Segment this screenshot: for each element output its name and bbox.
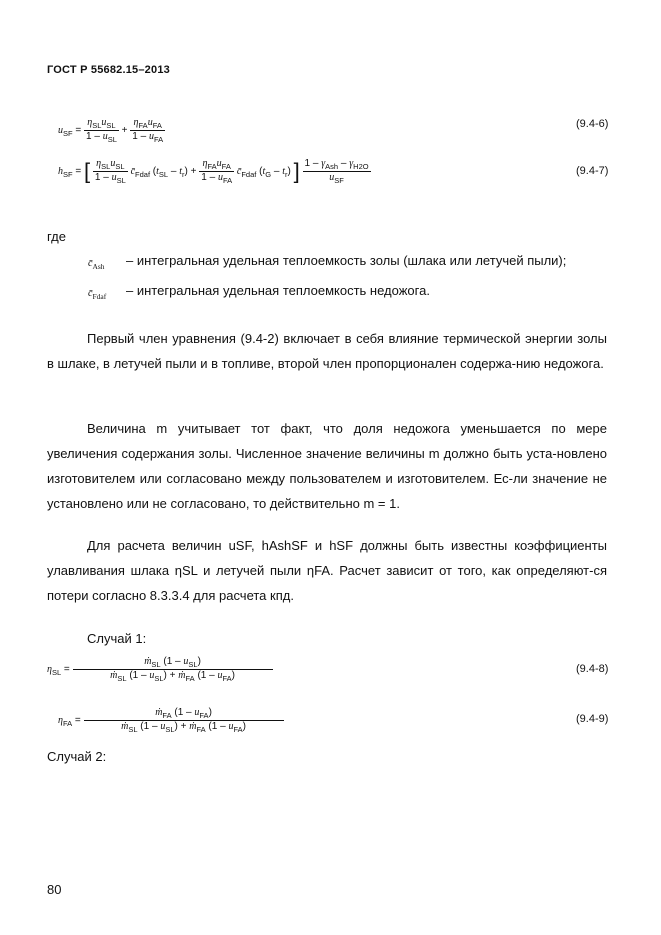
paragraph <box>47 533 607 608</box>
paragraph-text: Первый член уравнения (9.4-2) включает в себя влияние термической энергии золы в шлаке, в летучей пыли и в топливе, второй член пропорционален содержа-нию недожога. <box>47 331 607 371</box>
equation-9-4-6: $u_{SF}$ = $\frac{\eta_{SL}u_{SL}}{1 - u_{SL}}$ + $\frac{\eta_{FA}u_{FA}}{1 - u_{FA}}$ <box>58 117 164 144</box>
definition-text: – интегральная удельная теплоемкость золы (шлака или летучей пыли); <box>126 253 567 268</box>
equation-number: (9.4-9) <box>576 713 609 725</box>
definition-item: $c̄_{Ash}$ <box>88 258 105 271</box>
equation-9-4-9: $\eta_{FA}$ = $\frac{ṁ_{FA} (1 - u_{FA})}{ṁ_{SL} (1 - u_{SL}) + ṁ_{FA} (1 - u_{FA})}$ <box>58 707 284 734</box>
document-header: ГОСТ Р 55682.15–2013 <box>47 64 170 76</box>
equation-9-4-7: $h_{SF}$ = [ $\frac{\eta_{SL}u_{SL}}{1 - u_{SL}}$ $c̄_{Fdaf}$ $(t_{SL} - t_r)$ + $\frac{\eta_{FA}u_{FA}}{1 - u_{FA}}$ $c̄_{Fdaf}$ $(t_G - t_r)$ ] $\frac{1 - \gamma_{Ash} - \gamma_{H2O}}{u_{SF}}$ <box>58 158 369 185</box>
equation-number: (9.4-8) <box>576 663 609 675</box>
paragraph-text: Для расчета величин uSF, hAshSF и hSF должны быть известны коэффициенты улавливания шлака ηSL и летучей пыли ηFA. Расчет зависит от того, как определяют-ся потери согласно 8.3.3.4 для расчета кпд. <box>47 538 607 603</box>
equation-9-4-8: $\eta_{SL}$ = $\frac{ṁ_{SL} (1 - u_{SL})}{ṁ_{SL} (1 - u_{SL}) + ṁ_{FA} (1 - u_{FA})}$ <box>47 656 273 683</box>
definition-item: $c̄_{Fdaf}$ <box>88 288 107 301</box>
case-1-label: Случай 1: <box>87 631 147 646</box>
case-2-label: Случай 2: <box>47 749 107 764</box>
equation-number: (9.4-6) <box>576 118 609 130</box>
page-number: 80 <box>47 882 62 897</box>
paragraph-text: Величина m учитывает тот факт, что доля недожога уменьшается по мере увеличения содержания золы. Численное значение величины m должно быть уста-новлено изготовителем или согласовано между пользователем и изготовителем. Ес-ли значение не установлено или не согласовано, то действительно m = 1. <box>47 421 607 511</box>
definition-text: – интегральная удельная теплоемкость недожога. <box>126 283 430 298</box>
where-label: где <box>47 229 66 244</box>
paragraph <box>47 326 607 376</box>
equation-number: (9.4-7) <box>576 165 609 177</box>
paragraph <box>47 416 607 516</box>
